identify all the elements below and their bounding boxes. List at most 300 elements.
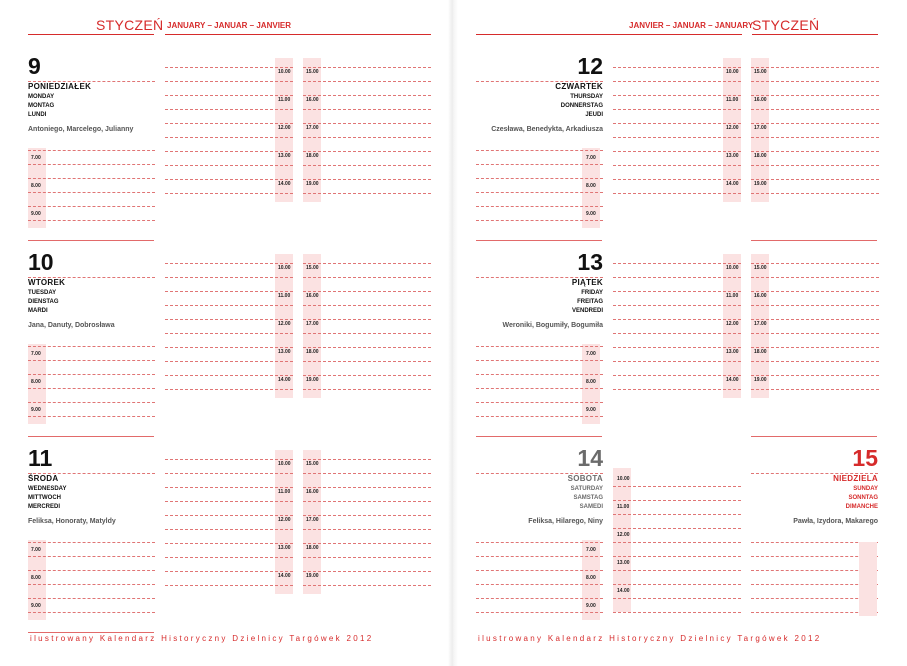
time-label: 7.00 — [31, 547, 41, 553]
time-label: 13.00 — [726, 349, 739, 355]
day-name: SOBOTA — [567, 474, 603, 483]
name-days: Jana, Danuty, Dobrosława — [28, 322, 115, 329]
line-4 — [613, 123, 741, 124]
time-label: 17.00 — [306, 321, 319, 327]
line-5 — [476, 612, 603, 613]
line-2 — [165, 291, 293, 292]
line-6 — [165, 347, 293, 348]
schedule-column — [165, 254, 293, 396]
line-5 — [613, 333, 741, 334]
line-7 — [165, 557, 293, 558]
line-3 — [613, 109, 741, 110]
day-block-13 — [476, 249, 906, 436]
line-4 — [28, 598, 155, 599]
day-name: WTOREK — [28, 278, 66, 287]
day-translation-2: DIMANCHE — [845, 504, 878, 510]
line-2 — [613, 291, 741, 292]
line-1 — [476, 360, 603, 361]
line-3 — [28, 584, 155, 585]
schedule-column — [303, 254, 431, 396]
line-6 — [751, 347, 879, 348]
day-translation-2: VENDREDI — [571, 308, 603, 314]
line-5 — [613, 556, 741, 557]
line-1 — [303, 81, 431, 82]
saturday-schedule — [613, 450, 741, 592]
line-0 — [476, 150, 603, 151]
time-label: 10.00 — [278, 265, 291, 271]
time-label: 18.00 — [754, 153, 767, 159]
left-page — [0, 0, 450, 666]
line-0 — [476, 346, 603, 347]
line-4 — [613, 319, 741, 320]
day-number: 9 — [28, 53, 41, 79]
day-number: 15 — [852, 445, 878, 471]
day-translations — [561, 93, 603, 120]
line-2 — [303, 487, 431, 488]
time-label: 12.00 — [617, 532, 630, 538]
name-days: Weroniki, Bogumiły, Bogumiła — [502, 322, 603, 329]
line-4 — [476, 206, 603, 207]
time-label: 9.00 — [586, 211, 596, 217]
line-3 — [476, 388, 603, 389]
line-3 — [751, 109, 879, 110]
line-5 — [613, 137, 741, 138]
line-1 — [28, 360, 155, 361]
line-1 — [303, 277, 431, 278]
day-name: PIĄTEK — [571, 278, 603, 287]
time-label: 10.00 — [726, 69, 739, 75]
line-2 — [28, 570, 155, 571]
day-block-14-15 — [476, 445, 906, 632]
day-column-14 — [476, 445, 603, 632]
time-label: 15.00 — [754, 265, 767, 271]
day-number: 12 — [577, 53, 603, 79]
day-translation-1: SONNTAG — [848, 495, 878, 501]
line-3 — [165, 109, 293, 110]
line-0 — [303, 263, 431, 264]
line-9 — [303, 193, 431, 194]
line-9 — [751, 389, 879, 390]
line-3 — [476, 192, 603, 193]
line-3 — [28, 192, 155, 193]
time-label: 19.00 — [754, 181, 767, 187]
day-rule — [476, 473, 603, 474]
time-label: 7.00 — [31, 155, 41, 161]
line-9 — [303, 389, 431, 390]
time-label: 9.00 — [31, 211, 41, 217]
line-2 — [476, 570, 603, 571]
schedule-column — [613, 58, 741, 200]
line-2 — [751, 95, 879, 96]
day-rule — [476, 81, 603, 82]
day-translations — [571, 485, 603, 512]
line-4 — [28, 206, 155, 207]
day-translations — [28, 93, 54, 120]
line-1 — [28, 556, 155, 557]
line-2 — [165, 95, 293, 96]
line-0 — [28, 346, 155, 347]
day-block-12 — [476, 53, 906, 240]
time-label: 12.00 — [726, 321, 739, 327]
day-block-11 — [28, 445, 458, 632]
time-label: 19.00 — [306, 573, 319, 579]
day-name: NIEDZIELA — [833, 474, 878, 483]
line-5 — [476, 220, 603, 221]
line-7 — [751, 165, 879, 166]
time-label: 15.00 — [306, 265, 319, 271]
line-2 — [303, 291, 431, 292]
day-translation-0: THURSDAY — [570, 94, 603, 100]
time-label: 13.00 — [278, 153, 291, 159]
block-separator-2 — [751, 240, 877, 241]
line-6 — [303, 347, 431, 348]
line-6 — [613, 347, 741, 348]
line-2 — [476, 178, 603, 179]
time-label: 18.00 — [754, 349, 767, 355]
line-3 — [303, 109, 431, 110]
right-page — [454, 0, 907, 666]
line-3 — [303, 305, 431, 306]
line-6 — [613, 570, 741, 571]
day-translation-1: MONTAG — [28, 103, 55, 109]
line-0 — [165, 459, 293, 460]
day-translation-2: MERCREDI — [28, 504, 61, 510]
time-label: 17.00 — [306, 517, 319, 523]
schedule-column — [165, 58, 293, 200]
day-number: 14 — [577, 445, 603, 471]
day-translation-1: DONNERSTAG — [560, 103, 603, 109]
time-label: 16.00 — [306, 97, 319, 103]
schedule-column — [303, 450, 431, 592]
time-label: 10.00 — [278, 69, 291, 75]
line-2 — [476, 374, 603, 375]
time-label: 16.00 — [306, 489, 319, 495]
schedule-column — [303, 58, 431, 200]
line-3 — [613, 305, 741, 306]
line-4 — [303, 515, 431, 516]
time-label: 8.00 — [586, 183, 596, 189]
time-label: 9.00 — [31, 603, 41, 609]
line-3 — [303, 501, 431, 502]
line-9 — [751, 193, 879, 194]
right-month-subtitle: JANVIER – JANUAR – JANUARY — [629, 21, 754, 30]
name-days: Feliksa, Hilarego, Niny — [528, 518, 603, 525]
schedule-column — [751, 254, 879, 396]
time-label: 15.00 — [754, 69, 767, 75]
line-0 — [613, 67, 741, 68]
day-rule — [751, 473, 878, 474]
time-label: 15.00 — [306, 461, 319, 467]
time-label: 11.00 — [726, 293, 739, 299]
line-4 — [751, 319, 879, 320]
line-4 — [303, 123, 431, 124]
line-0 — [303, 459, 431, 460]
line-5 — [165, 137, 293, 138]
line-6 — [303, 151, 431, 152]
line-7 — [613, 584, 741, 585]
right-footer: ilustrowany Kalendarz Historyczny Dzielnicy Targówek 2012 — [478, 634, 822, 643]
time-label: 7.00 — [586, 351, 596, 357]
line-4 — [613, 542, 741, 543]
day-column-11 — [28, 445, 155, 632]
day-translation-2: SAMEDI — [579, 504, 603, 510]
line-2 — [613, 514, 741, 515]
line-8 — [613, 375, 741, 376]
line-3 — [165, 305, 293, 306]
left-month-title: STYCZEŃ — [96, 17, 164, 33]
line-6 — [165, 543, 293, 544]
line-5 — [303, 333, 431, 334]
day-number: 10 — [28, 249, 54, 275]
line-7 — [303, 557, 431, 558]
line-2 — [28, 374, 155, 375]
time-label: 9.00 — [586, 603, 596, 609]
line-5 — [303, 529, 431, 530]
line-9 — [613, 193, 741, 194]
line-6 — [165, 151, 293, 152]
line-9 — [613, 389, 741, 390]
day-number: 13 — [577, 249, 603, 275]
line-1 — [751, 277, 879, 278]
time-label: 8.00 — [31, 183, 41, 189]
time-label: 7.00 — [586, 155, 596, 161]
block-separator — [28, 436, 154, 437]
time-label: 19.00 — [306, 377, 319, 383]
time-label: 16.00 — [306, 293, 319, 299]
time-label: 16.00 — [754, 293, 767, 299]
line-1 — [303, 473, 431, 474]
time-label: 9.00 — [31, 407, 41, 413]
line-8 — [165, 179, 293, 180]
day-translation-0: FRIDAY — [581, 290, 603, 296]
day-rule — [28, 81, 155, 82]
line-1 — [165, 473, 293, 474]
time-label: 8.00 — [31, 379, 41, 385]
time-label: 13.00 — [278, 349, 291, 355]
day-translation-2: LUNDI — [28, 112, 47, 118]
line-2 — [751, 291, 879, 292]
day-translation-1: SAMSTAG — [573, 495, 603, 501]
line-3 — [751, 305, 879, 306]
line-4 — [165, 319, 293, 320]
line-3 — [165, 501, 293, 502]
time-label: 17.00 — [754, 125, 767, 131]
line-5 — [165, 333, 293, 334]
left-header-rule-2 — [165, 34, 431, 35]
line-1 — [165, 81, 293, 82]
left-footer: ilustrowany Kalendarz Historyczny Dzielnicy Targówek 2012 — [30, 634, 374, 643]
day-number: 11 — [28, 445, 53, 471]
time-label: 16.00 — [754, 97, 767, 103]
line-1 — [476, 556, 603, 557]
line-8 — [303, 571, 431, 572]
line-7 — [613, 165, 741, 166]
line-1 — [751, 81, 879, 82]
line-8 — [751, 375, 879, 376]
time-label: 14.00 — [278, 181, 291, 187]
line-0 — [751, 67, 879, 68]
line-2 — [165, 487, 293, 488]
day-name: CZWARTEK — [555, 82, 603, 91]
line-4 — [165, 123, 293, 124]
time-label: 9.00 — [586, 407, 596, 413]
time-label: 12.00 — [278, 321, 291, 327]
day-translation-0: WEDNESDAY — [28, 486, 67, 492]
line-6 — [613, 151, 741, 152]
line-3 — [613, 528, 741, 529]
line-5 — [28, 220, 155, 221]
time-label: 11.00 — [726, 97, 739, 103]
block-separator — [476, 436, 602, 437]
line-4 — [476, 598, 603, 599]
line-3 — [476, 584, 603, 585]
time-label: 10.00 — [726, 265, 739, 271]
day-name: PONIEDZIAŁEK — [28, 82, 92, 91]
name-days: Feliksa, Honoraty, Matyldy — [28, 518, 116, 525]
line-0 — [303, 67, 431, 68]
time-label: 14.00 — [278, 377, 291, 383]
time-label: 7.00 — [31, 351, 41, 357]
line-9 — [165, 585, 293, 586]
line-7 — [303, 361, 431, 362]
line-9 — [165, 193, 293, 194]
right-month-title: STYCZEŃ — [752, 17, 820, 33]
time-label: 11.00 — [278, 489, 291, 495]
line-4 — [28, 402, 155, 403]
name-days: Czesława, Benedykta, Arkadiusza — [491, 126, 603, 133]
time-label: 12.00 — [726, 125, 739, 131]
day-translation-0: SUNDAY — [853, 486, 878, 492]
day-translation-0: TUESDAY — [28, 290, 57, 296]
line-5 — [303, 137, 431, 138]
line-4 — [165, 515, 293, 516]
day-translation-1: DIENSTAG — [28, 299, 59, 305]
time-label: 14.00 — [278, 573, 291, 579]
time-label: 15.00 — [306, 69, 319, 75]
line-9 — [303, 585, 431, 586]
line-8 — [165, 571, 293, 572]
time-label: 18.00 — [306, 349, 319, 355]
time-bar — [859, 542, 877, 616]
day-translations — [572, 289, 603, 316]
day-translation-0: SATURDAY — [570, 486, 603, 492]
line-6 — [751, 151, 879, 152]
block-separator — [28, 240, 154, 241]
time-label: 8.00 — [586, 379, 596, 385]
right-header-rule-2 — [752, 34, 878, 35]
time-label: 18.00 — [306, 545, 319, 551]
line-7 — [165, 361, 293, 362]
day-rule — [28, 473, 155, 474]
time-label: 10.00 — [278, 461, 291, 467]
day-column-12 — [476, 53, 603, 240]
line-8 — [613, 179, 741, 180]
schedule-column — [165, 450, 293, 592]
line-2 — [613, 95, 741, 96]
block-separator — [476, 240, 602, 241]
time-label: 17.00 — [306, 125, 319, 131]
line-1 — [28, 164, 155, 165]
time-label: 12.00 — [278, 125, 291, 131]
line-1 — [476, 164, 603, 165]
schedule-column — [613, 254, 741, 396]
line-2 — [28, 178, 155, 179]
time-label: 14.00 — [726, 181, 739, 187]
day-translation-2: JEUDI — [585, 112, 603, 118]
time-label: 11.00 — [278, 97, 291, 103]
line-8 — [165, 375, 293, 376]
time-label: 12.00 — [278, 517, 291, 523]
line-7 — [165, 165, 293, 166]
line-5 — [476, 416, 603, 417]
line-5 — [28, 416, 155, 417]
left-month-subtitle: JANUARY – JANUAR – JANVIER — [167, 21, 292, 30]
time-label: 19.00 — [306, 181, 319, 187]
line-0 — [165, 67, 293, 68]
line-0 — [613, 486, 741, 487]
line-9 — [613, 612, 741, 613]
line-7 — [613, 361, 741, 362]
day-translations — [28, 485, 66, 512]
line-8 — [303, 179, 431, 180]
schedule-column — [751, 58, 879, 200]
time-label: 19.00 — [754, 377, 767, 383]
line-1 — [613, 277, 741, 278]
time-label: 17.00 — [754, 321, 767, 327]
line-5 — [751, 333, 879, 334]
line-2 — [303, 95, 431, 96]
line-0 — [476, 542, 603, 543]
time-label: 11.00 — [617, 504, 630, 510]
day-translation-1: FREITAG — [577, 299, 603, 305]
line-0 — [165, 263, 293, 264]
name-days: Antoniego, Marcelego, Julianny — [28, 126, 134, 133]
day-translation-2: MARDI — [28, 308, 48, 314]
block-separator — [28, 632, 154, 633]
line-0 — [28, 150, 155, 151]
line-5 — [28, 612, 155, 613]
line-0 — [613, 263, 741, 264]
time-label: 11.00 — [278, 293, 291, 299]
day-block-10 — [28, 249, 458, 436]
line-7 — [751, 361, 879, 362]
line-1 — [613, 81, 741, 82]
time-label: 13.00 — [278, 545, 291, 551]
line-1 — [613, 500, 741, 501]
line-8 — [303, 375, 431, 376]
time-label: 8.00 — [586, 575, 596, 581]
line-4 — [476, 402, 603, 403]
day-rule — [28, 277, 155, 278]
day-rule — [476, 277, 603, 278]
left-header-rule — [28, 34, 154, 35]
day-translations — [846, 485, 878, 512]
line-6 — [303, 543, 431, 544]
line-1 — [165, 277, 293, 278]
day-column-15 — [751, 445, 878, 632]
line-0 — [751, 263, 879, 264]
line-7 — [303, 165, 431, 166]
name-days: Pawła, Izydora, Makarego — [793, 518, 878, 525]
day-translation-1: MITTWOCH — [28, 495, 61, 501]
day-column-10 — [28, 249, 155, 436]
day-column-9 — [28, 53, 155, 240]
line-8 — [751, 179, 879, 180]
day-block-9 — [28, 53, 458, 240]
block-separator-2 — [751, 436, 877, 437]
line-5 — [165, 529, 293, 530]
time-label: 18.00 — [306, 153, 319, 159]
